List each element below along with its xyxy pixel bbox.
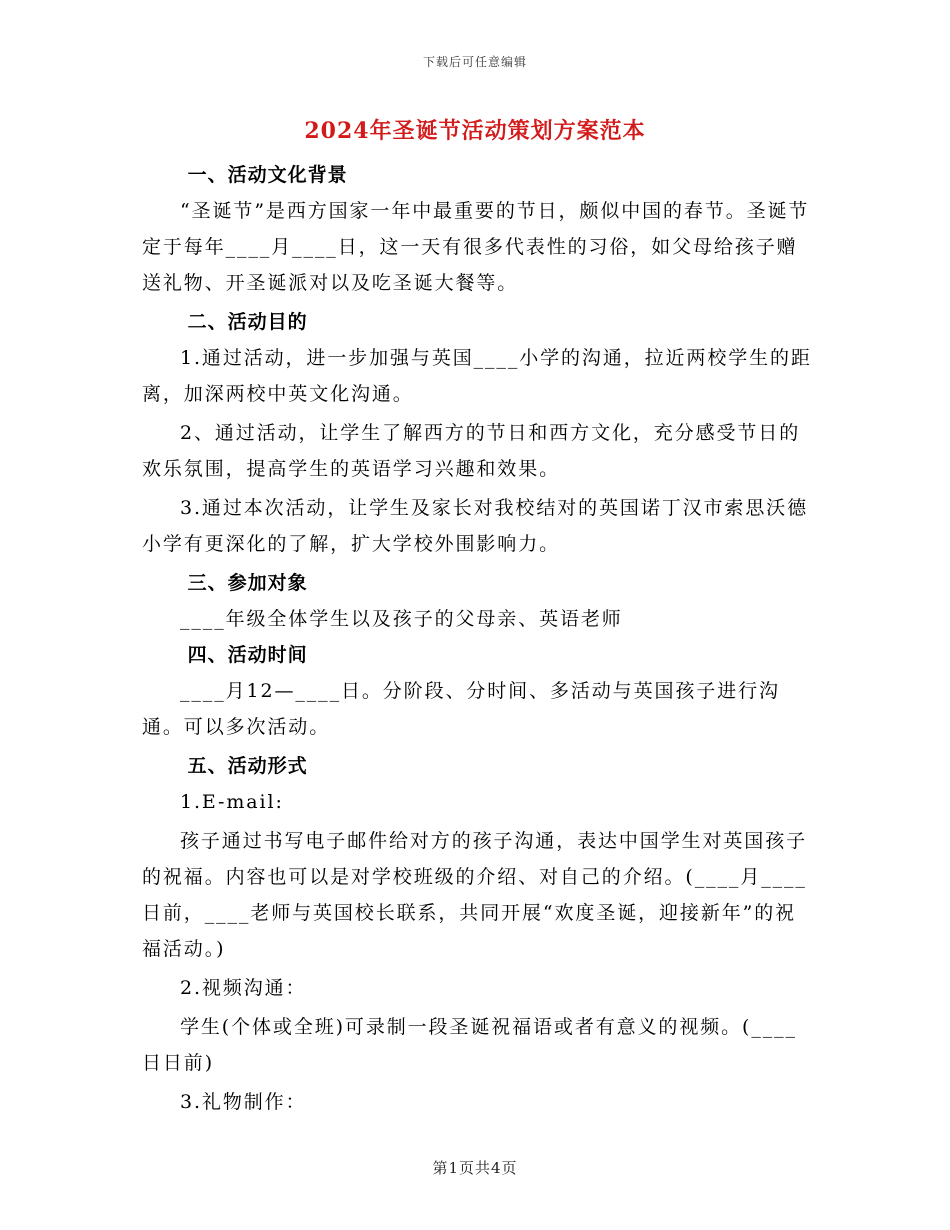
paragraph: 2、通过活动，让学生了解西方的节日和西方文化，充分感受节日的欢乐氛围，提高学生的英语学习兴趣和效果。 xyxy=(142,422,801,480)
section-heading: 四、活动时间 xyxy=(187,644,308,666)
paragraph: ____年级全体学生以及孩子的父母亲、英语老师 xyxy=(180,608,623,630)
section-participants xyxy=(142,565,814,637)
paragraph: 1.通过活动，进一步加强与英国____小学的沟通，拉近两校学生的距离，加深两校中英文化沟通。 xyxy=(142,347,812,405)
document-title: 2024年圣诞节活动策划方案范本 xyxy=(304,118,646,144)
section-heading: 一、活动文化背景 xyxy=(187,164,348,186)
page-footer: 第1页共4页 xyxy=(432,1159,518,1177)
section-time xyxy=(142,637,814,745)
section-purpose xyxy=(142,304,814,562)
paragraph: “圣诞节”是西方国家一年中最重要的节日，颇似中国的春节。圣诞节定于每年____月____日，这一天有很多代表性的习俗，如父母给孩子赠送礼物、开圣诞派对以及吃圣诞大餐等。 xyxy=(142,200,810,294)
document-body xyxy=(142,157,814,1120)
section-heading: 二、活动目的 xyxy=(187,311,308,333)
paragraph: 孩子通过书写电子邮件给对方的孩子沟通，表达中国学生对英国孩子的祝福。内容也可以是对学校班级的介绍、对自己的介绍。(____月____日前，____老师与英国校长联系，共同开展“欢度圣诞，迎接新年”的祝福活动。) xyxy=(142,830,808,960)
paragraph: 1.E-mail: xyxy=(180,791,284,813)
section-heading: 五、活动形式 xyxy=(187,755,308,777)
paragraph: ____月12—____日。分阶段、分时间、多活动与英国孩子进行沟通。可以多次活动。 xyxy=(142,680,780,738)
paragraph: 2.视频沟通： xyxy=(180,977,307,999)
paragraph: 3.通过本次活动，让学生及家长对我校结对的英国诺丁汉市索思沃德小学有更深化的了解，扩大学校外围影响力。 xyxy=(142,497,809,555)
section-background xyxy=(142,157,814,301)
section-format xyxy=(142,748,814,1120)
section-heading: 三、参加对象 xyxy=(187,572,308,594)
page-header: 下载后可任意编辑 xyxy=(422,55,527,69)
paragraph: 3.礼物制作： xyxy=(180,1091,307,1113)
paragraph: 学生(个体或全班)可录制一段圣诞祝福语或者有意义的视频。(____日日前) xyxy=(142,1016,797,1074)
